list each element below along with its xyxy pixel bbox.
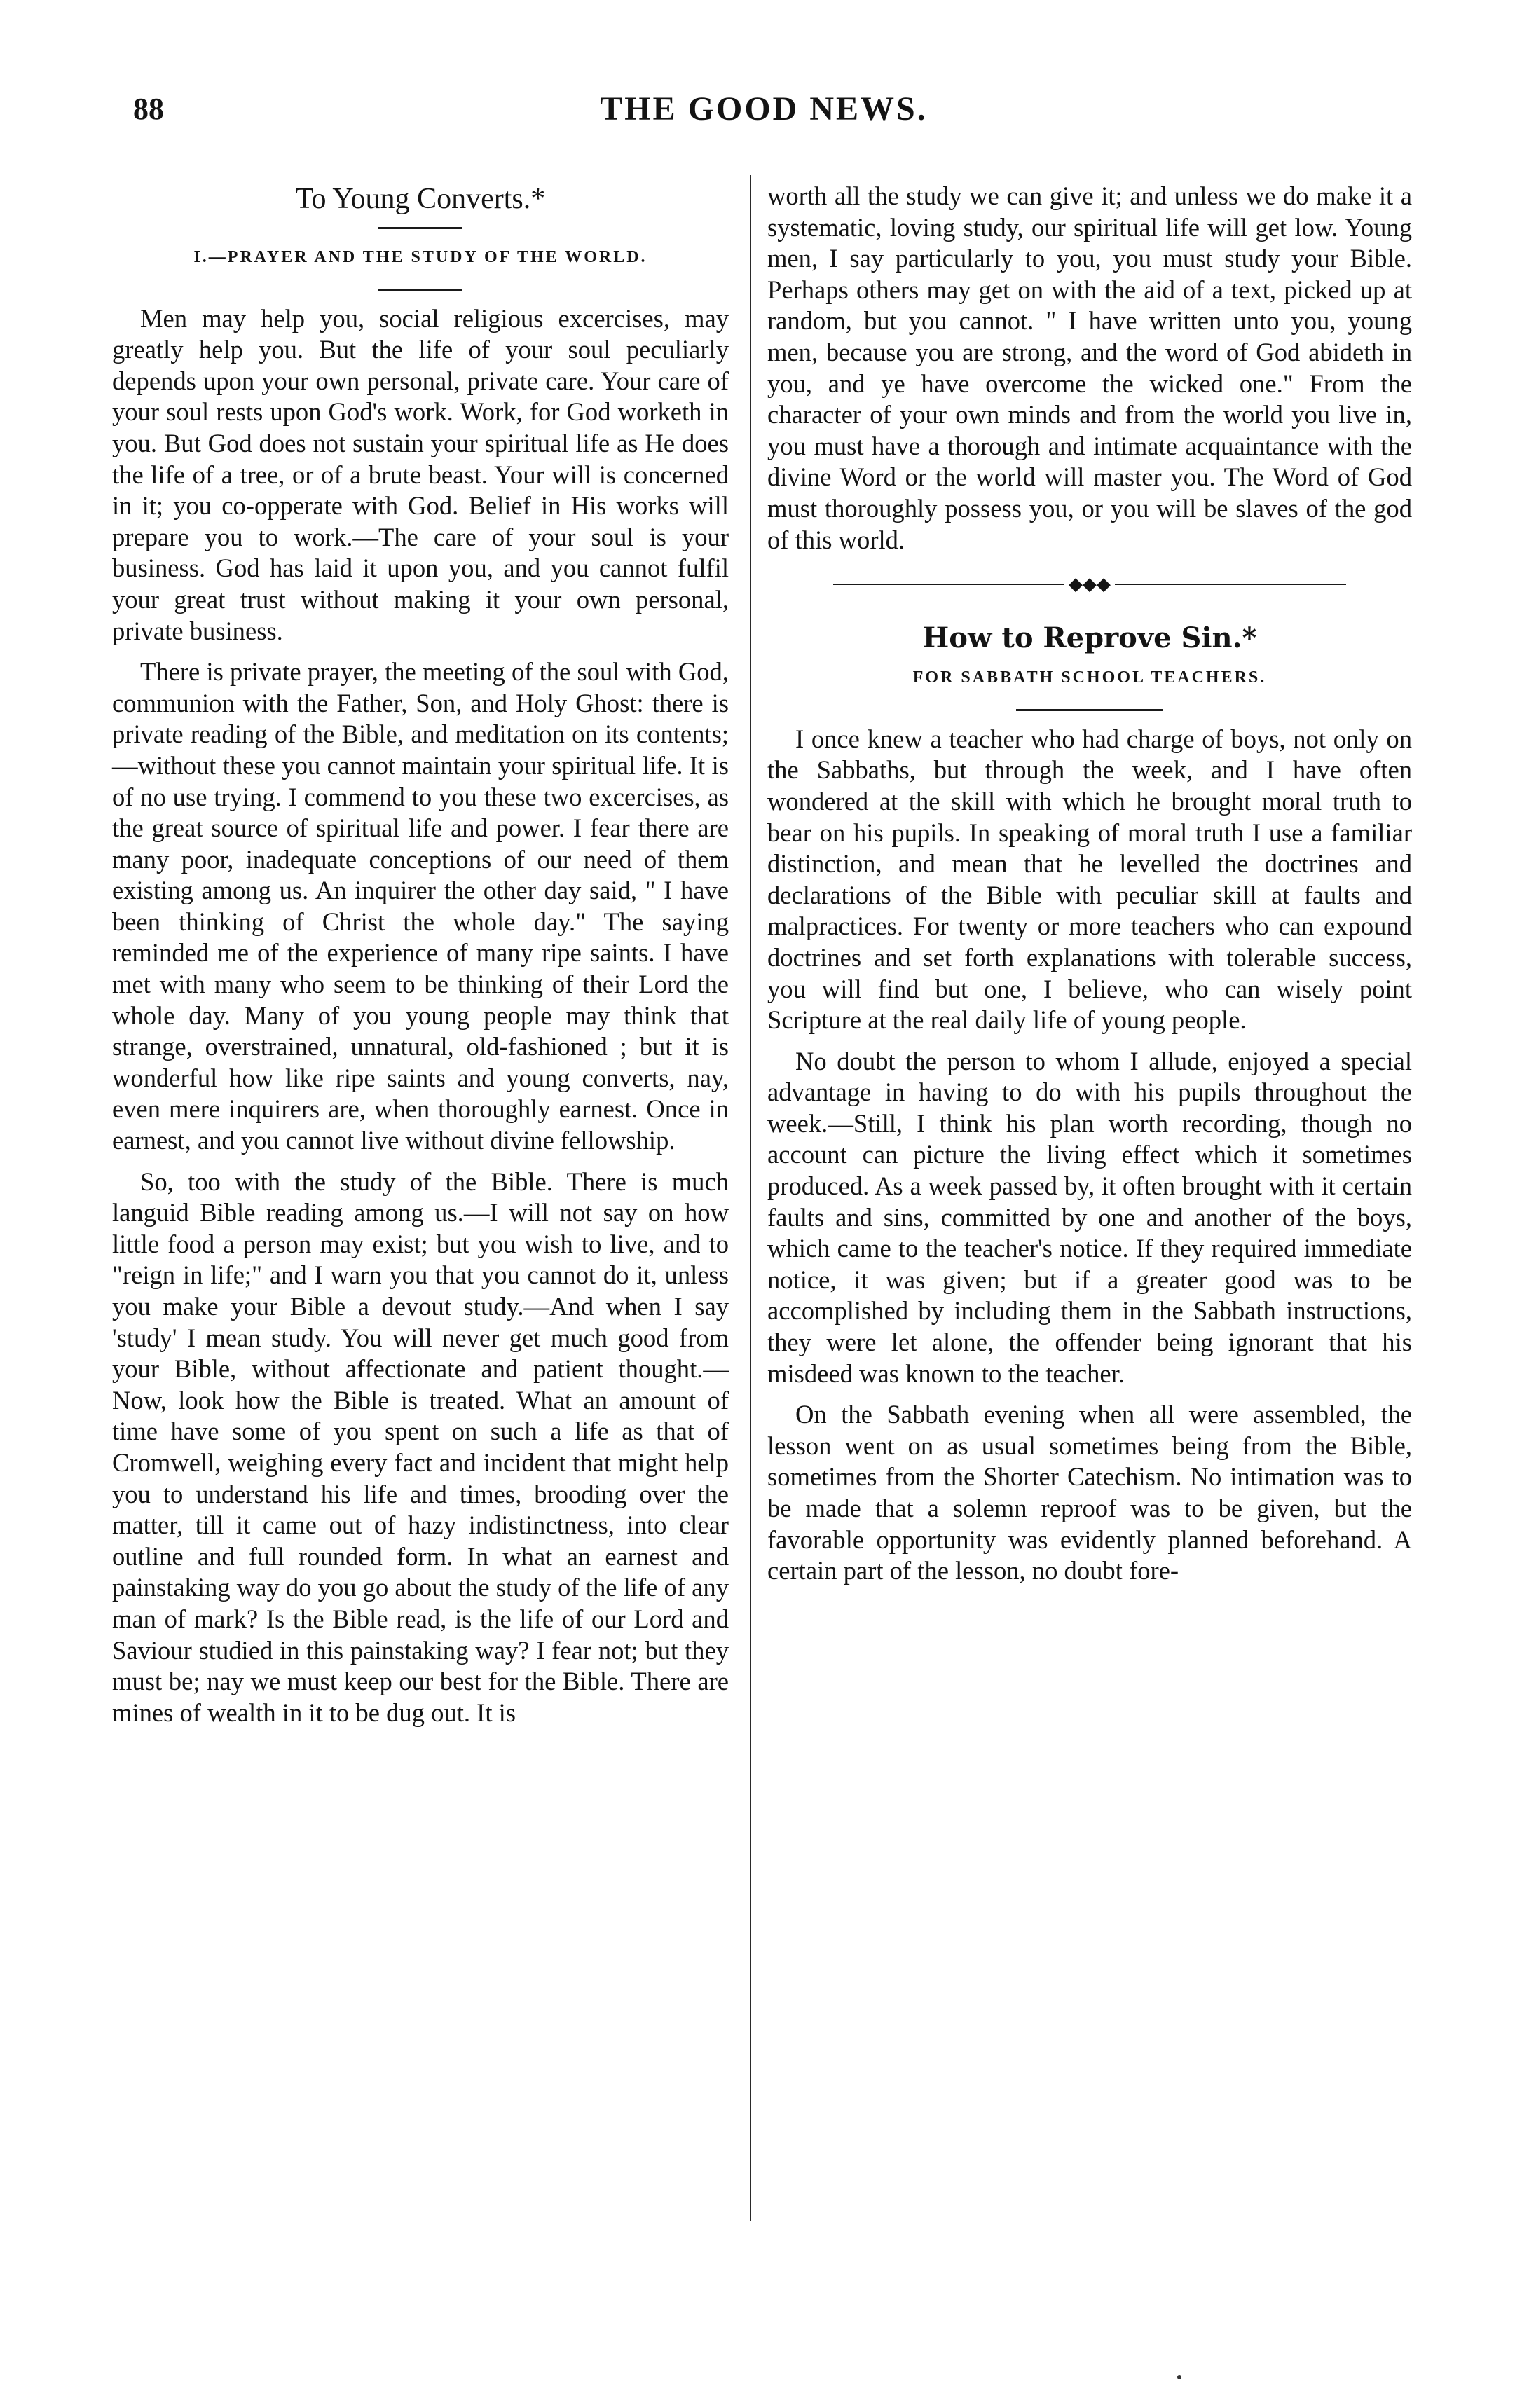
page-number: 88 xyxy=(133,92,164,126)
separator-rule xyxy=(833,584,1064,585)
section-rule xyxy=(1016,709,1163,711)
section-heading-prayer: I.—PRAYER AND THE STUDY OF THE WORLD. xyxy=(193,248,647,266)
separator-ornament-icon: ◆◆◆ xyxy=(1069,574,1111,595)
article-title-young-converts: To Young Converts.* xyxy=(295,183,546,215)
paragraph: On the Sabbath evening when all were assembled, the lesson went on as usual sometimes being from the Bible, sometimes from the Shorter Catechism. No intimation was to be made that a solemn reproof was to be given, but the favorable opportunity was evidently planned beforehand. A certain part of the lesson, no doubt fore- xyxy=(767,1400,1412,1585)
paragraph: No doubt the person to whom I allude, enjoyed a special advantage in having to do with his pupils throughout the week.—Still, I think his plan worth recording, though no account can picture the living effect which it sometimes produced. As a week passed by, it often brought with it certain faults and sins, committed by one and another of the boys, which came to the teacher's notice. If they required immediate notice, it was given; but if a greater good was to be accomplished by including them in the Sabbath instructions, they were let alone, the offender being ignorant that his misdeed was known to the teacher. xyxy=(767,1046,1412,1388)
page-header xyxy=(133,84,1394,140)
ink-dot xyxy=(1177,2375,1181,2379)
article-title-reprove-sin: How to Reprove Sin.* xyxy=(922,621,1257,655)
article-separator xyxy=(767,574,1412,593)
paragraph: Men may help you, social religious excercises, may greatly help you. But the life of your soul peculiarly depends upon your own personal, private care. Your care of your soul rests upon God's work. Work, for God worketh in you. But God does not sustain your spiritual life as He does the life of a tree, or of a brute beast. Your will is concerned in it; you co-opperate with God. Belief in His works will prepare you to work.—The care of your soul is your business. God has laid it upon you, and you cannot fulfil your great trust without making it your own personal, private business. xyxy=(112,303,729,645)
section-heading-teachers: FOR SABBATH SCHOOL TEACHERS. xyxy=(912,668,1267,687)
paragraph-continued: worth all the study we can give it; and unless we do make it a systematic, loving study, our spiritual life will get low. Young men, I say particularly to you, you must study your Bible. Perhaps others may get on with the aid of a text, picked up at random, but you cannot. " I have written unto you, young men, because you are strong, and the word of God abideth in you, and ye have overcome the wicked one." From the character of your own minds and from the world you live in, you must have a thorough and intimate acquaintance with the divine Word or the world will master you. The Word of God must thoroughly possess you, or you will be slaves of the god of this world. xyxy=(767,181,1412,554)
separator-rule xyxy=(1115,584,1346,585)
paragraph: I once knew a teacher who had charge of boys, not only on the Sabbaths, but through the week, and I have often wondered at the skill with which he brought moral truth to bear on his pupils. In speaking of moral truth I use a familiar distinction, and mean that he levelled the doctrines and declarations of the Bible with peculiar skill at faults and malpractices. For twenty or more teachers who can expound doctrines and set forth explanations with tolerable success, you will find but one, I believe, who can wisely point Scripture at the real daily life of young people. xyxy=(767,724,1412,1035)
running-title: THE GOOD NEWS. xyxy=(600,90,928,128)
left-column xyxy=(112,181,729,1738)
column-divider xyxy=(750,175,751,2221)
right-column xyxy=(767,181,1412,1597)
section-rule xyxy=(378,289,462,291)
paragraph: So, too with the study of the Bible. There is much languid Bible reading among us.—I will not say on how little food a person may exist; but you wish to live, and to "reign in life;" and I warn you that you cannot do it, unless you make your Bible a devout study.—And when I say 'study' I mean study. You will never get much good from your Bible, without affectionate and patient thought.—Now, look how the Bible is treated. What an amount of time have some of you spent on such a life as that of Cromwell, weighing every fact and incident that might help you to understand his life and times, brooding over the matter, till it came out of hazy indistinctness, into clear outline and full rounded form. In what an earnest and painstaking way do you go about the study of the life of any man of mark? Is the Bible read, is the life of our Lord and Saviour studied in this painstaking way? I fear not; but they must be; nay we must keep our best for the Bible. There are mines of wealth in it to be dug out. It is xyxy=(112,1167,729,1727)
title-rule xyxy=(378,227,462,229)
paragraph: There is private prayer, the meeting of the soul with God, communion with the Father, Son, and Holy Ghost: there is private reading of the Bible, and meditation on its contents; —without these you cannot maintain your spiritual life. It is of no use trying. I commend to you these two excercises, as the great source of spiritual life and power. I fear there are many poor, inadequate conceptions of our need of them existing among us. An inquirer the other day said, " I have been thinking of Christ the whole day." The saying reminded me of the experience of many ripe saints. I have met with many who seem to be thinking of their Lord the whole day. Many of you young people may think that strange, overstrained, unnatural, old-fashioned ; but it is wonderful how like ripe saints and young converts, nay, even mere inquirers are, when thoroughly earnest. Once in earnest, and you cannot live without divine fellowship. xyxy=(112,657,729,1155)
